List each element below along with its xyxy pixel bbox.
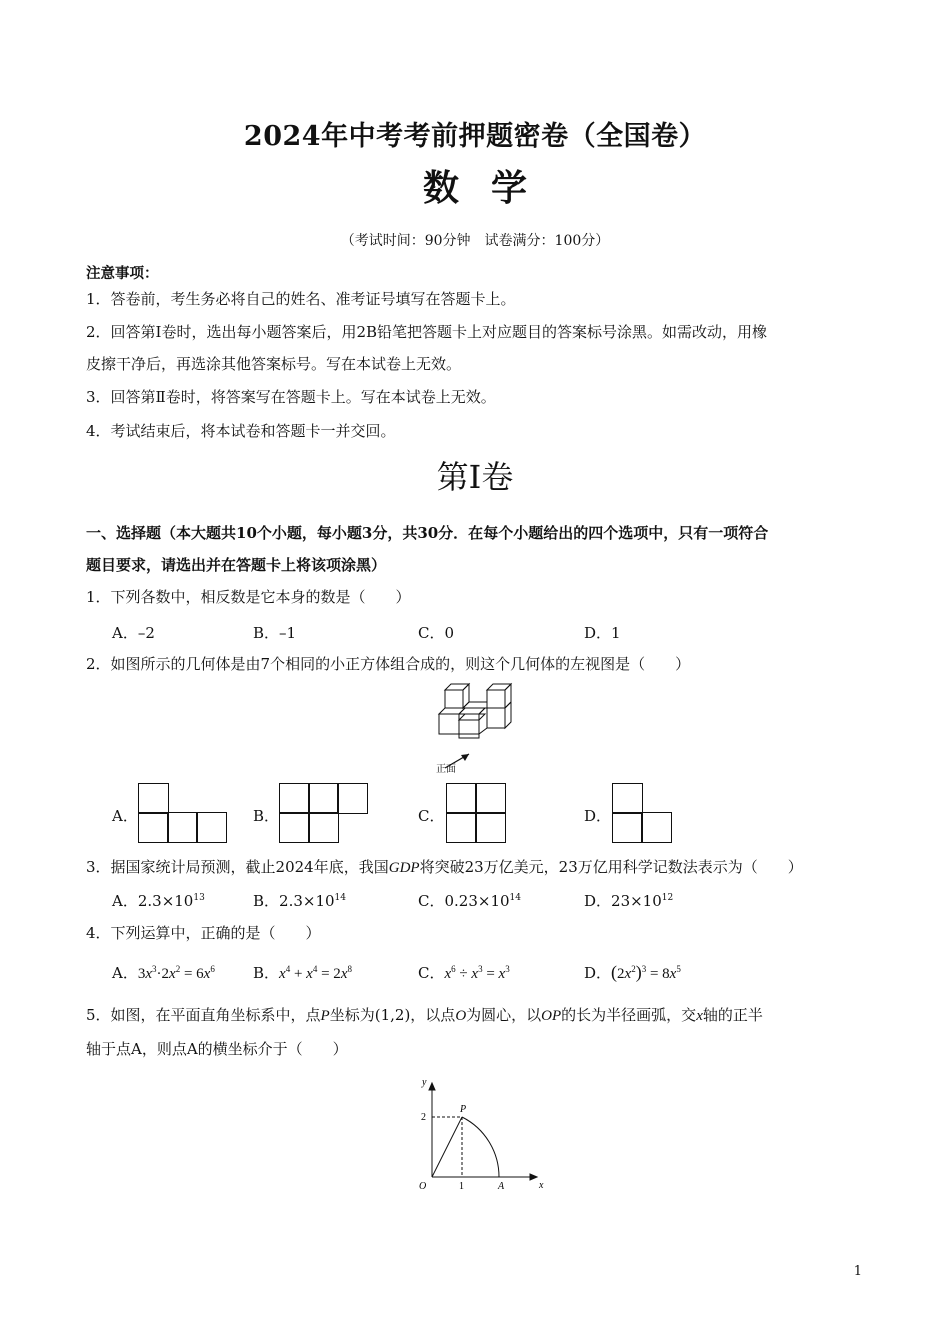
y-label: y [422,1077,427,1088]
origin-label: O [419,1181,427,1192]
notice-item: 3．回答第Ⅱ卷时，将答案写在答题卡上。写在本试卷上无效。 [86,388,496,406]
q2-option-b-label: B． [253,807,280,825]
notice-heading: 注意事项： [86,265,159,282]
tick-1-label: 1 [459,1181,464,1192]
page-number: 1 [853,1264,862,1279]
q4-option-b: B．$x^4 + x^4 = 2x^8$ [253,964,352,982]
q5-stem-line2: 轴于点A，则点A的横坐标介于（ ） [86,1040,348,1058]
y-axis-arrow [429,1083,435,1090]
q4-option-d: D．$(2x^2)^3 = 8x^5$ [584,962,681,982]
q3-stem: 3．据国家统计局预测，截止2024年底，我国GDP将突破23万亿美元，23万亿用科学记数法表示为（ ） [86,858,803,876]
q3-option-a: A．$2.3\times 10^{13}$ [112,892,205,910]
q2-option-d-figure [612,783,674,843]
q1-option-c: C．0 [418,624,455,642]
volume-title: 第Ⅰ卷 [436,458,514,496]
q2-option-d-label: D． [584,807,612,825]
section-heading-cont: 题目要求，请选出并在答题卡上将该项涂黑） [86,556,387,574]
point-a-label: A [498,1181,505,1192]
point-p-label: P [460,1104,467,1115]
q2-option-c-label: C． [418,807,445,825]
x-label: x [539,1180,544,1191]
tick-2-label: 2 [421,1112,426,1123]
q1-stem: 1．下列各数中，相反数是它本身的数是（ ） [86,588,411,606]
q4-stem: 4．下列运算中，正确的是（ ） [86,924,321,942]
q5-coordinate-figure [405,1075,545,1195]
q2-option-c-figure [446,783,508,843]
q2-stem: 2．如图所示的几何体是由7个相同的小正方体组合成的，则这个几何体的左视图是（ ） [86,655,691,673]
notice-item: 4．考试结束后，将本试卷和答题卡一并交回。 [86,422,396,440]
q1-option-a: A．–2 [112,624,155,642]
q2-option-b-figure [279,783,371,843]
segment-op [432,1117,462,1177]
q3-option-c: C．$0.23\times 10^{14}$ [418,892,521,910]
q5-stem-line1: 5．如图，在平面直角坐标系中，点P坐标为(1,2)，以点O为圆心，以OP的长为半径画弧，交x轴的正半 [86,1006,763,1024]
q4-option-a: A．$3x^3\cdot 2x^2 = 6x^6$ [112,964,215,982]
section-heading: 一、选择题（本大题共10个小题，每小题3分，共30分．在每个小题给出的四个选项中，只有一项符合 [86,524,769,542]
notice-item: 皮擦干净后，再选涂其他答案标号。写在本试卷上无效。 [86,355,462,373]
notice-item: 1．答卷前，考生务必将自己的姓名、准考证号填写在答题卡上。 [86,290,516,308]
q3-option-b: B．$2.3\times 10^{14}$ [253,892,346,910]
q1-option-b: B．–1 [253,624,297,642]
q2-option-a-label: A． [112,807,138,825]
q2-option-a-figure [138,783,230,843]
q4-option-c: C．$x^6 \div x^3 = x^3$ [418,964,510,982]
notice-item: 2．回答第Ⅰ卷时，选出每小题答案后，用2B铅笔把答题卡上对应题目的答案标号涂黑。如需改动，用橡 [86,323,768,341]
q3-option-d: D．$23\times 10^{12}$ [584,892,674,910]
subject-title: 数学 [422,167,559,209]
x-axis-arrow [530,1174,537,1180]
q1-option-d: D．1 [584,624,621,642]
exam-info: （考试时间：90分钟 试卷满分：100分） [340,233,610,249]
arc [462,1117,499,1177]
q2-front-label: 正面 [436,764,456,775]
exam-title: 2024年中考考前押题密卷（全国卷） [243,121,707,152]
